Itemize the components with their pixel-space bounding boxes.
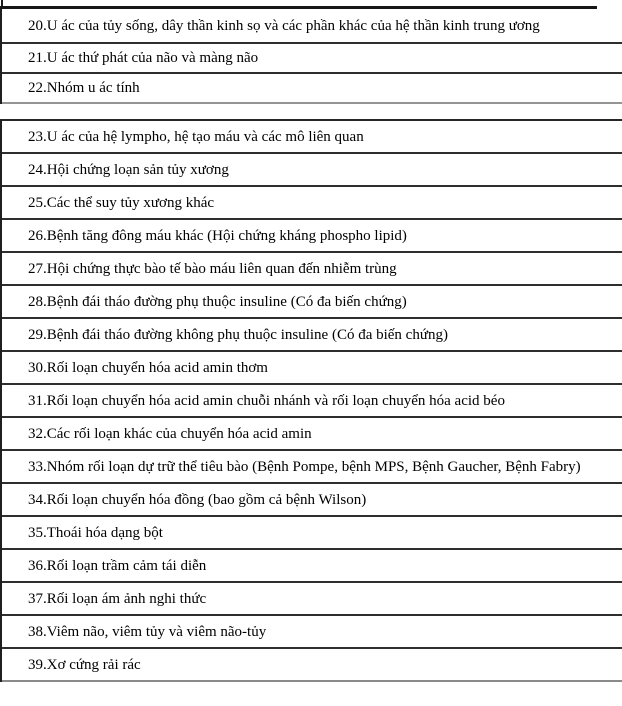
table-row <box>2 154 622 187</box>
table-row <box>2 649 622 682</box>
table-row <box>2 319 622 352</box>
disease-item-text: 28.Bệnh đái tháo đường phụ thuộc insuline (Có đa biến chứng) <box>28 293 407 310</box>
table-row <box>2 187 622 220</box>
table-row <box>2 9 622 44</box>
table-row <box>2 451 622 484</box>
table-row <box>2 517 622 550</box>
table-top-border <box>0 6 597 9</box>
table-row <box>2 550 622 583</box>
disease-item-text: 27.Hội chứng thực bào tế bào máu liên quan đến nhiễm trùng <box>28 260 397 277</box>
disease-item-text: 25.Các thể suy tủy xương khác <box>28 194 215 211</box>
table-row <box>2 220 622 253</box>
table-row <box>2 616 622 649</box>
disease-item-text: 38.Viêm não, viêm tủy và viêm não-tủy <box>28 623 267 640</box>
table-row <box>2 583 622 616</box>
disease-item-text: 26.Bệnh tăng đông máu khác (Hội chứng kháng phospho lipid) <box>28 227 407 244</box>
table-row <box>2 352 622 385</box>
disease-item-text: 36.Rối loạn trầm cảm tái diễn <box>28 557 207 574</box>
table-row <box>2 253 622 286</box>
disease-item-text: 37.Rối loạn ám ảnh nghi thức <box>28 590 207 607</box>
disease-item-text: 30.Rối loạn chuyển hóa acid amin thơm <box>28 359 268 376</box>
disease-item-text: 23.U ác của hệ lympho, hệ tạo máu và các mô liên quan <box>28 128 364 145</box>
disease-item-text: 31.Rối loạn chuyển hóa acid amin chuỗi nhánh và rối loạn chuyển hóa acid béo <box>28 392 505 409</box>
disease-item-text: 20.U ác của tủy sống, dây thần kinh sọ và các phần khác của hệ thần kinh trung ương <box>28 17 540 34</box>
disease-item-text: 21.U ác thứ phát của não và màng não <box>28 50 259 66</box>
table-row <box>2 286 622 319</box>
disease-item-text: 33.Nhóm rối loạn dự trữ thể tiêu bào (Bệnh Pompe, bệnh MPS, Bệnh Gaucher, Bệnh Fabry) <box>28 458 581 475</box>
table-row <box>2 418 622 451</box>
table-row <box>2 44 622 74</box>
disease-item-text: 24.Hội chứng loạn sản tủy xương <box>28 161 229 178</box>
disease-item-text: 39.Xơ cứng rải rác <box>28 656 141 673</box>
disease-item-text: 34.Rối loạn chuyển hóa đồng (bao gồm cả bệnh Wilson) <box>28 491 367 508</box>
table-row <box>2 484 622 517</box>
disease-item-text: 32.Các rối loạn khác của chuyển hóa acid amin <box>28 425 312 442</box>
table-row <box>2 74 622 104</box>
disease-item-text: 35.Thoái hóa dạng bột <box>28 524 163 541</box>
table-row <box>2 121 622 154</box>
disease-table-lower <box>0 119 622 682</box>
table-row <box>2 385 622 418</box>
disease-item-text: 22.Nhóm u ác tính <box>28 80 140 96</box>
disease-item-text: 29.Bệnh đái tháo đường không phụ thuộc insuline (Có đa biến chứng) <box>28 326 448 343</box>
disease-table-upper <box>0 9 622 104</box>
